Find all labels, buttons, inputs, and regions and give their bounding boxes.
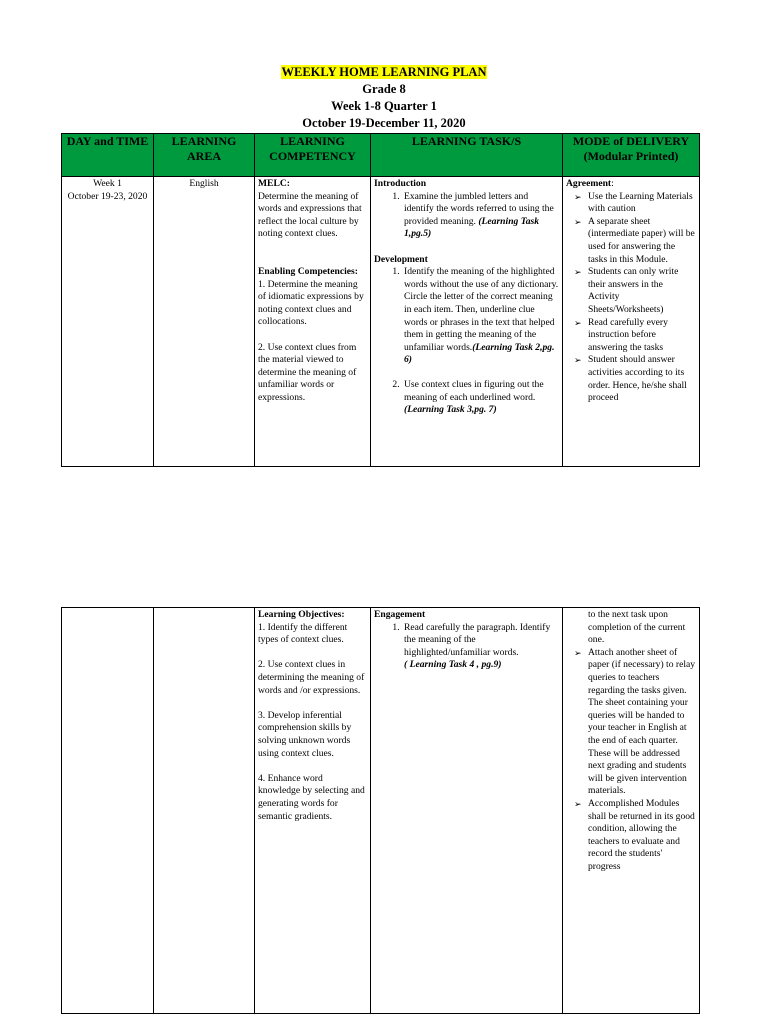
header-learning-competency: LEARNING COMPETENCY bbox=[255, 134, 371, 177]
plan-title: WEEKLY HOME LEARNING PLAN bbox=[281, 65, 487, 79]
table-header-row bbox=[62, 134, 700, 177]
melc-text: Determine the meaning of words and expressions that reflect the local culture by noting context clues. bbox=[258, 190, 362, 240]
grade-label: Grade 8 bbox=[362, 82, 406, 96]
list-item: 2. Use context clues in figuring out the meaning of each underlined word.(Learning Task 3,pg. 7) bbox=[402, 379, 559, 417]
agreement-list bbox=[566, 191, 696, 405]
learning-plan-table bbox=[61, 133, 700, 467]
learning-plan-table-continued bbox=[61, 607, 700, 1014]
learning-tasks-cell bbox=[371, 608, 563, 1014]
objective-2: 2. Use context clues in determining the meaning of words and /or expressions. bbox=[258, 659, 365, 696]
day-time-cell bbox=[62, 177, 154, 467]
table-row bbox=[62, 608, 700, 1014]
mode-list bbox=[566, 647, 696, 874]
list-item: 1. Identify the meaning of the highlighted words without the use of any dictionary. Circle the letter of the correct meaning in each item. Then, underline clue words or phrases in the text that helped them in getting the meaning of the unfamiliar words.(Learning Task 2,pg. 6) bbox=[402, 266, 559, 367]
engagement-task-list bbox=[374, 622, 559, 672]
list-item: ➢ A separate sheet (intermediate paper) will be used for answering the tasks in this Module. bbox=[588, 216, 696, 266]
task-reference: (Learning Task 3,pg. 7) bbox=[404, 404, 497, 416]
enabling-competency-2: 2. Use context clues from the material viewed to determine the meaning of unfamiliar words or expressions. bbox=[258, 341, 357, 403]
week-dates: October 19-23, 2020 bbox=[67, 190, 148, 202]
date-range-label: October 19-December 11, 2020 bbox=[302, 116, 466, 130]
introduction-task-list bbox=[374, 191, 559, 241]
learning-area-cell: English bbox=[154, 177, 255, 467]
enabling-competency-1: 1. Determine the meaning of idiomatic expressions by noting context clues and collocations. bbox=[258, 278, 364, 328]
list-item: 1. Examine the jumbled letters and identify the words referred to using the provided meaning. (Learning Task 1,pg.5) bbox=[402, 191, 559, 241]
list-item: ➢ Use the Learning Materials with caution bbox=[588, 191, 696, 216]
list-item: ➢ Accomplished Modules shall be returned in its good condition, allowing the teachers to evaluate and record the students' progress bbox=[588, 798, 696, 874]
list-item: ➢ Attach another sheet of paper (if necessary) to relay queries to teachers regarding the tasks given. The sheet containing your queries will be handed to your teacher in English at the end of each quarter. These will be addressed next grading and students will be given intervention materials. bbox=[588, 647, 696, 798]
task-reference: (Learning Task 2,pg. 6) bbox=[404, 341, 555, 366]
learning-area-cell bbox=[154, 608, 255, 1014]
competency-cell bbox=[255, 177, 371, 467]
enabling-competencies-label: Enabling Competencies: bbox=[258, 265, 358, 277]
list-item: ➢ Students can only write their answers in the Activity Sheets/Worksheets) bbox=[588, 266, 696, 316]
header-learning-tasks: LEARNING TASK/S bbox=[371, 134, 563, 177]
competency-cell bbox=[255, 608, 371, 1014]
introduction-label: Introduction bbox=[374, 178, 427, 189]
week-quarter-label: Week 1-8 Quarter 1 bbox=[331, 99, 437, 113]
mode-of-delivery-cell bbox=[563, 608, 700, 1014]
agreement-label: Agreement bbox=[566, 178, 612, 189]
header-learning-area: LEARNING AREA bbox=[154, 134, 255, 177]
development-label: Development bbox=[374, 253, 428, 265]
learning-objectives-label: Learning Objectives: bbox=[258, 609, 345, 620]
objective-3: 3. Develop inferential comprehension skills by solving unknown words using context clues. bbox=[258, 709, 352, 759]
melc-label: MELC: bbox=[258, 178, 290, 189]
learning-tasks-cell bbox=[371, 177, 563, 467]
task-reference: ( Learning Task 4 , pg.9) bbox=[404, 659, 502, 671]
list-item: ➢ Read carefully every instruction before answering the tasks bbox=[588, 317, 696, 355]
task-reference: (Learning Task 1,pg.5) bbox=[404, 215, 540, 240]
header-day-time: DAY and TIME bbox=[62, 134, 154, 177]
engagement-label: Engagement bbox=[374, 609, 426, 620]
objective-1: 1. Identify the different types of context clues. bbox=[258, 621, 348, 646]
week-label: Week 1 bbox=[93, 178, 122, 189]
document-header bbox=[0, 64, 768, 132]
objective-4: 4. Enhance word knowledge by selecting and generating words for semantic gradients. bbox=[258, 772, 365, 822]
mode-of-delivery-cell: Agreement: ➢ Use the Learning Materials with caution ➢ A separate sheet (intermediate paper) will be used for answering the tasks in this Module. ➢ Students can only write their answers in the Activity Sheets/Worksheets) ➢ Read carefully every instruction before answering the tasks ➢ Student should answer activities according to its order. Hence, he/she shall proceed bbox=[563, 177, 700, 467]
list-item: ➢ Student should answer activities according to its order. Hence, he/she shall proceed bbox=[588, 354, 696, 404]
table-row bbox=[62, 177, 700, 467]
development-task-list bbox=[374, 266, 559, 417]
header-mode-of-delivery: MODE of DELIVERY (Modular Printed) bbox=[563, 134, 700, 177]
day-time-cell bbox=[62, 608, 154, 1014]
mode-continued-text: to the next task upon completion of the current one. bbox=[588, 609, 686, 646]
list-item: 1. Read carefully the paragraph. Identify the meaning of the highlighted/unfamiliar words. ( Learning Task 4 , pg.9) bbox=[402, 622, 559, 672]
